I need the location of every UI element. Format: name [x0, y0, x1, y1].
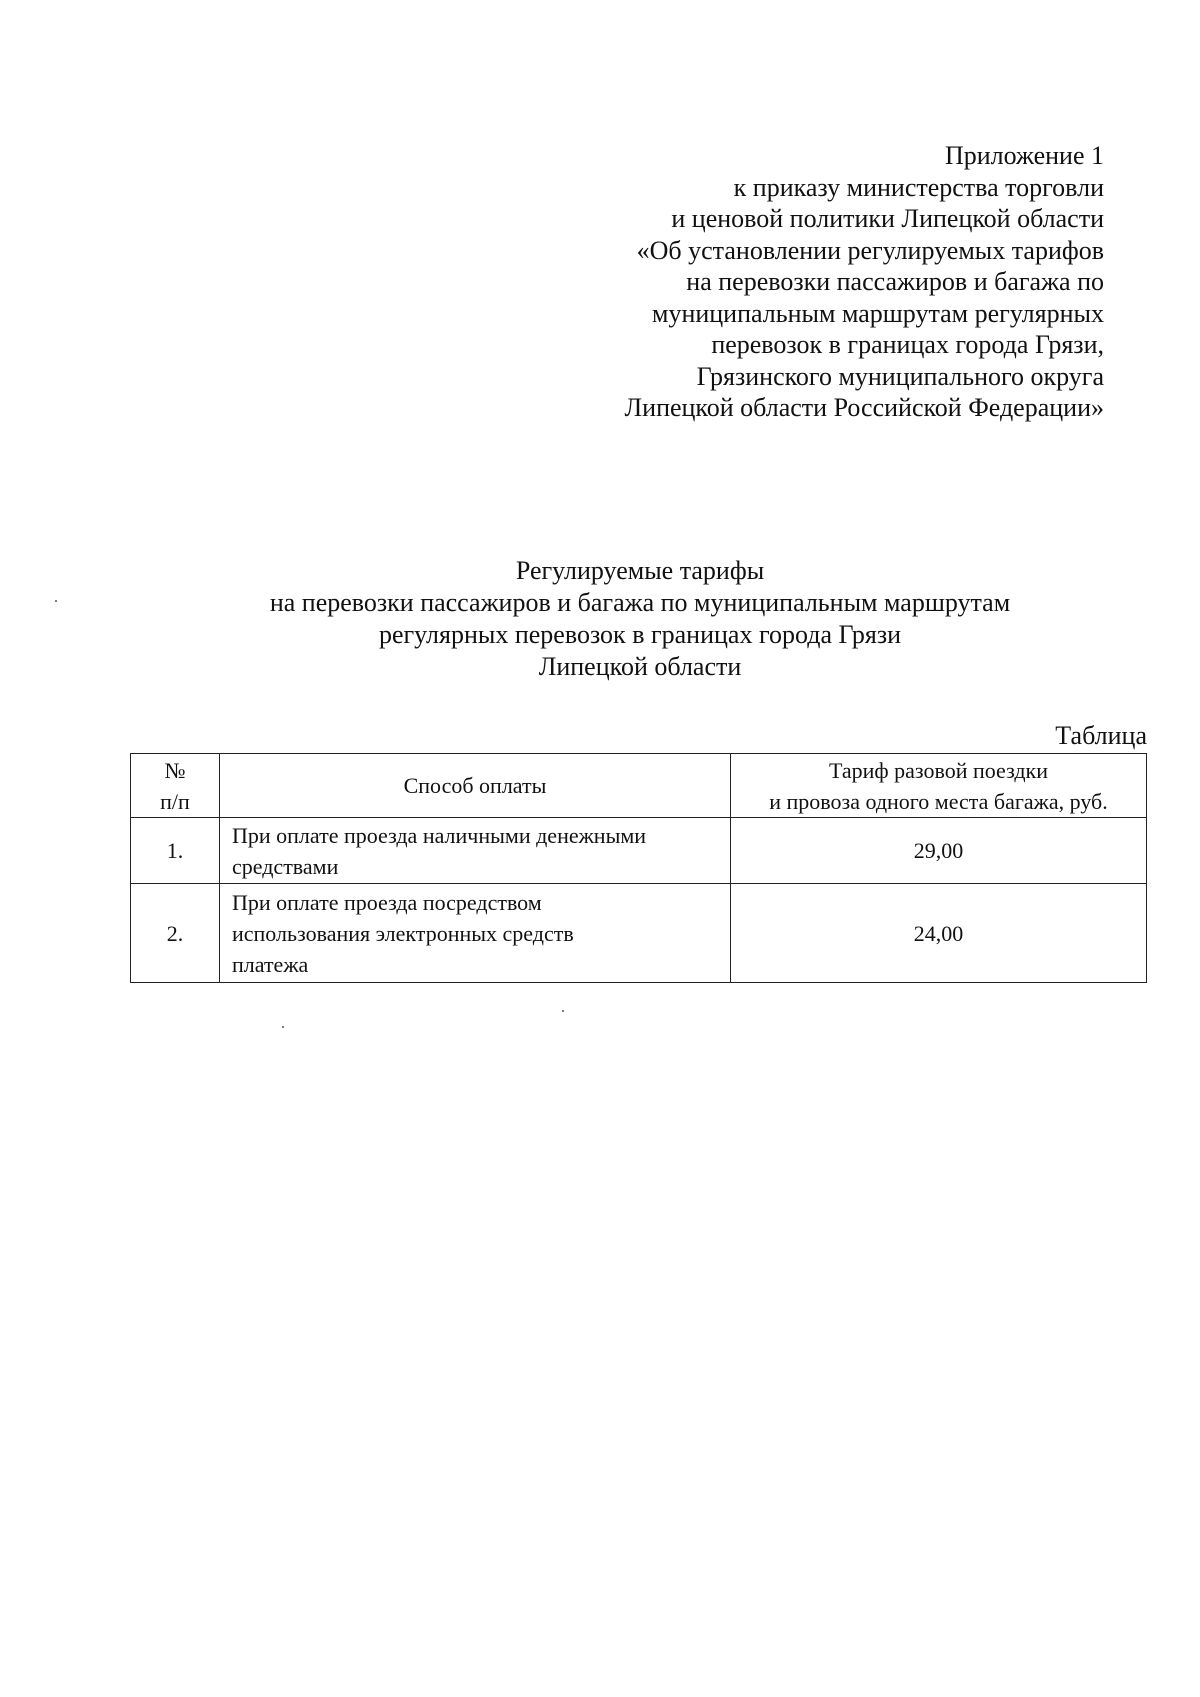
appendix-line: Грязинского муниципального округа — [696, 361, 1104, 391]
title-line: на перевозки пассажиров и багажа по муниципальным маршрутам — [269, 588, 1011, 617]
title-line: регулярных перевозок в границах города Грязи — [378, 620, 902, 649]
appendix-line: перевозок в границах города Грязи, — [711, 330, 1104, 359]
header-num — [131, 754, 220, 818]
appendix-line: к приказу министерства торговли — [733, 172, 1104, 202]
table-row — [131, 818, 1147, 884]
appendix-header — [504, 140, 1104, 424]
title-line: Липецкой области — [538, 652, 742, 681]
row-method-line: платежа — [232, 951, 309, 977]
row-method-line: средствами — [232, 853, 339, 879]
appendix-line: Приложение 1 — [944, 141, 1104, 170]
header-tariff-line: Тариф разовой поездки — [828, 757, 1049, 783]
scan-speck — [562, 1010, 564, 1012]
appendix-line: на перевозки пассажиров и багажа по — [686, 267, 1104, 296]
row-num: 2. — [131, 884, 220, 983]
appendix-line: «Об установлении регулируемых тарифов — [636, 235, 1104, 265]
appendix-line: и ценовой политики Липецкой области — [671, 204, 1104, 233]
document-title — [130, 555, 1150, 683]
table-row — [131, 884, 1147, 983]
scan-speck — [282, 1026, 284, 1028]
row-method-line: При оплате проезда наличными денежными — [232, 822, 647, 848]
title-line: Регулируемые тарифы — [515, 556, 765, 585]
tariff-table — [130, 753, 1147, 983]
scan-speck — [55, 600, 57, 602]
row-tariff: 29,00 — [731, 818, 1147, 884]
header-num-line: п/п — [160, 788, 190, 814]
header-tariff — [731, 754, 1147, 818]
header-num-line: № — [164, 757, 186, 783]
header-tariff-line: и провоза одного места багажа, руб. — [769, 788, 1108, 814]
appendix-line: муниципальным маршрутам регулярных — [651, 298, 1104, 328]
table-label: Таблица — [1055, 721, 1147, 750]
row-num: 1. — [131, 818, 220, 884]
table-header-row — [131, 754, 1147, 818]
row-tariff: 24,00 — [731, 884, 1147, 983]
row-method-line: использования электронных средств — [232, 920, 574, 946]
header-method: Способ оплаты — [220, 754, 731, 818]
row-method-line: При оплате проезда посредством — [232, 889, 542, 915]
row-method — [220, 884, 731, 983]
appendix-line: Липецкой области Российской Федерации» — [624, 393, 1104, 422]
row-method — [220, 818, 731, 884]
